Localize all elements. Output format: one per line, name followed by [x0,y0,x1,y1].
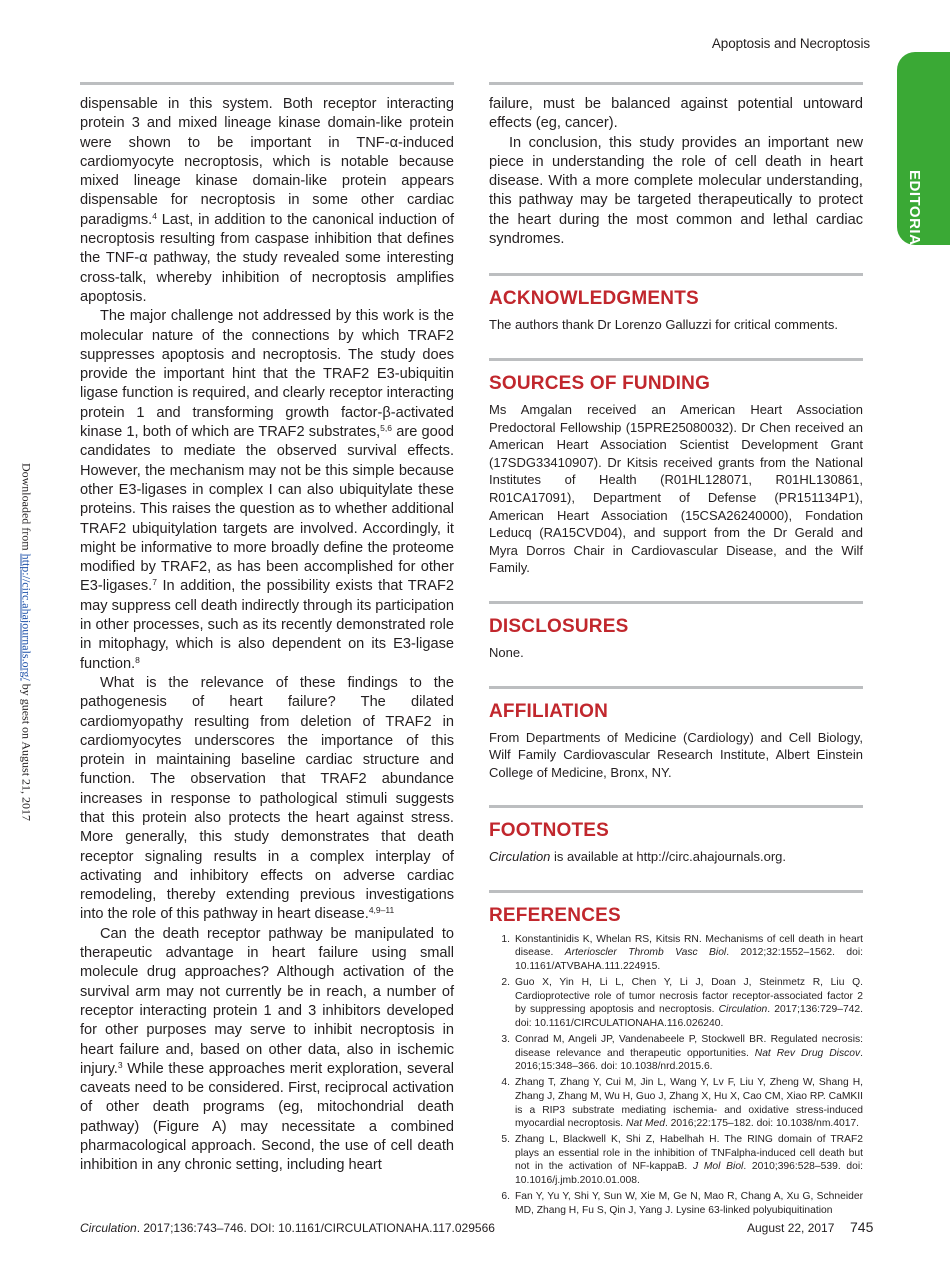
funding-section [489,358,863,577]
left-column-rule [80,82,454,85]
reference-item [489,1076,863,1130]
section-rule [489,358,863,361]
reference-text: Guo X, Yin H, Li L, Chen Y, Li J, Doan J, Steinmetz R, Liu Q. Cardioprotective role of tumor necrosis factor receptor-associated factor 2 by suppressing apoptosis and necroptosis. Circulation. 2017;136:729–742. doi: 10.1161/CIRCULATIONAHA.116.026240. [515,977,863,1029]
section-text: The authors thank Dr Lorenzo Galluzzi for critical comments. [489,317,838,333]
reference-item [489,933,863,974]
right-column-rule [489,82,863,85]
paragraph: In conclusion, this study provides an important new piece in understanding the role of cell death in heart disease. With a more complete molecular understanding, this pathway may be targeted therapeutically to protect the heart during the most common and lethal cardiac syndromes. [489,134,863,248]
section-heading: DISCLOSURES [489,615,629,637]
running-head: Apoptosis and Necroptosis [711,36,870,51]
side-note-suffix: by guest on August 21, 2017 [19,680,34,822]
footnotes-section [489,805,863,866]
section-heading: REFERENCES [489,904,621,926]
reference-text: Zhang T, Zhang Y, Cui M, Jin L, Wang Y, Lv F, Liu Y, Zheng W, Shang H, Zhang J, Zhang M, Wu H, Guo J, Zhang X, Hu X, Cao CM, Xiao RP. CaMKII is a RIP3 substrate mediating ischemia- and oxidative stress-induced myocardial necroptosis. Nat Med. 2016;22:175–182. doi: 10.1038/nm.4017. [515,1077,863,1130]
paragraph [80,307,454,674]
paragraph [80,925,454,1176]
footnote-text: is available at http://circ.ahajournals.org. [550,849,786,865]
reference-number: 5. [501,1134,510,1146]
citation-superscript: 5,6 [380,423,392,434]
reference-number: 3. [501,1034,510,1046]
journal-name: Circulation [489,849,551,865]
section-rule [489,890,863,893]
paragraph [80,674,454,925]
citation-superscript: 8 [135,654,140,665]
paragraph-text: are good candidates to mediate the observed survival effects. However, the mechanism may not be this simple because other E3-ligases in complex I can also ubiquitylate these proteins. This raises the question as to whether additional TRAF2 ubiquitylation targets are involved. Accordingly, it might be informative to more broadly define the proteome modified by TRAF2, as has been accomplished for other E3-ligases. [80,424,454,595]
paragraph [80,95,454,307]
reference-text: Fan Y, Yu Y, Shi Y, Sun W, Xie M, Ge N, Mao R, Chang A, Xu G, Schneider MD, Zhang H, Fu S, Qin J, Yang J. Lysine 63-linked polyubiquitination [515,1191,863,1216]
section-heading: AFFILIATION [489,700,608,722]
footer-date: August 22, 2017 [747,1221,835,1235]
side-note-link[interactable]: http://circ.ahajournals.org/ [19,553,34,681]
reference-number: 1. [501,933,510,945]
section-rule [489,686,863,689]
reference-text: Konstantinidis K, Whelan RS, Kitsis RN. Mechanisms of cell death in heart disease. Arterioscler Thromb Vasc Biol. 2012;32:1552–1562. doi: 10.1161/ATVBAHA.111.224915. [515,933,863,973]
page-number: 745 [850,1219,874,1235]
section-text [489,848,863,866]
affiliation-section [489,686,863,782]
paragraph-text: In addition, the possibility exists that TRAF2 may suppress cell death indirectly through its participation in other processes, such as its recently demonstrated role in mitophagy, which is also dependent on its E3-ligase function. [80,578,454,672]
editorial-tab-label: EDITORIAL [906,170,923,256]
paragraph-text: What is the relevance of these findings to the pathogenesis of heart failure? The dilated cardiomyopathy resulting from deletion of TRAF2 in cardiomyocytes underscores the importance of this protein in maintaining baseline cardiac structure and function. The observation that TRAF2 abundance increases in response to pathological stimuli suggests that this protein also protects the heart against stress. More generally, this study demonstrates that death receptor signaling results in a complex interplay of activating and inhibitory effects on adverse cardiac remodeling, thereby extending previous investigations into the role of this pathway in heart disease. [80,674,454,923]
reference-item [489,1133,863,1187]
section-heading: SOURCES OF FUNDING [489,372,711,394]
paragraph-text: The major challenge not addressed by this work is the molecular nature of the connections by which TRAF2 suppresses apoptosis and necroptosis. The study does provide the important hint that the TRAF2 E3-ubiquitin ligase function is required, and clearly receptor interacting protein 1 and transforming growth factor-β-activated kinase 1, both of which are TRAF2 substrates, [80,308,454,441]
section-rule [489,805,863,808]
section-text: Ms Amgalan received an American Heart Association Predoctoral Fellowship (15PRE25080032). Dr Chen received an American Heart Association Scientist Development Grant (17SDG33410907). Dr Kitsis received grants from the National Institutes of Health (R01HL128071, R01HL130861, R01CA17091), Department of Defense (PR151134P1), American Heart Association (15CSA26240000), Fondation Leducq (RA15CVD04), and support from the Dr Gerald and Myra Dorros Chair in Cardiovascular Disease, and the Wilf Family. [489,401,863,576]
citation-superscript: 4,9–11 [368,905,395,916]
paragraph-text: dispensable in this system. Both receptor interacting protein 3 and mixed lineage kinase domain-like protein were shown to be important in TNF-α-induced cardiomyocyte necroptosis, which is notable because mixed lineage kinase domain-like protein appears dispensable for necroptosis in some other cardiac paradigms. [80,96,454,228]
paragraph-text: While these approaches merit exploration, several caveats need to be considered. First, reciprocal activation of other death programs (eg, mitochondrial death pathway) (Figure A) may necessitate a combined pharmacological approach. Second, the use of cell death inhibition in any chronic setting, including heart [80,1060,454,1174]
footer-citation-text: . 2017;136:743–746. DOI: 10.1161/CIRCULATIONAHA.117.029566 [136,1221,495,1235]
paragraph-text: Can the death receptor pathway be manipulated to therapeutic advantage in heart failure using small molecule drug approaches? Although activation of the survival arm may not currently be in reach, a number of receptor interacting protein 1 and 3 inhibitors developed for other purposes may serve to inhibit necroptosis in heart failure and, based on other data, also in ischemic injury. [80,925,454,1077]
download-side-note [19,463,34,821]
reference-list [489,933,863,1217]
reference-item [489,1033,863,1074]
reference-number: 2. [501,977,510,989]
citation-superscript: 3 [117,1059,123,1070]
reference-text: Conrad M, Angeli JP, Vandenabeele P, Stockwell BR. Regulated necrosis: disease relevance and therapeutic opportunities. Nat Rev Drug Discov. 2016;15:348–366. doi: 10.1038/nrd.2015.6. [515,1034,863,1073]
footer-journal: Circulation [80,1221,137,1235]
editorial-tab [897,52,950,256]
right-column [489,82,863,1220]
section-heading: FOOTNOTES [489,820,610,842]
disclosures-section [489,601,863,662]
reference-item [489,976,863,1030]
section-text: None. [489,644,524,660]
reference-item [489,1190,863,1217]
paragraph-text: Last, in addition to the canonical induction of necroptosis resulting from caspase inhibition that defines the TNF-α pathway, the study revealed some interesting cross-talk, whereby inhibition of necroptosis amplifies apoptosis. [80,211,454,305]
acknowledgments-section [489,273,863,334]
section-heading: ACKNOWLEDGMENTS [489,288,699,310]
left-column [80,82,454,1176]
section-rule [489,273,863,276]
section-text: From Departments of Medicine (Cardiology) and Cell Biology, Wilf Family Cardiovascular Research Institute, Albert Einstein College of Medicine, Bronx, NY. [489,729,863,780]
side-note-prefix: Downloaded from [19,462,34,554]
reference-text: Zhang L, Blackwell K, Shi Z, Habelhah H. The RING domain of TRAF2 plays an essential role in the inhibition of TNFalpha-induced cell death but not in the activation of NF-kappaB. J Mol Biol. 2010;396:528–539. doi: 10.1016/j.jmb.2010.01.008. [515,1134,863,1186]
footer-citation [80,1221,495,1235]
section-rule [489,601,863,604]
citation-superscript: 7 [152,577,157,588]
paragraph: failure, must be balanced against potential untoward effects (eg, cancer). [489,96,863,132]
references-section [489,890,863,1217]
reference-number: 6. [501,1191,510,1203]
citation-superscript: 4 [152,210,157,221]
reference-number: 4. [501,1077,510,1089]
